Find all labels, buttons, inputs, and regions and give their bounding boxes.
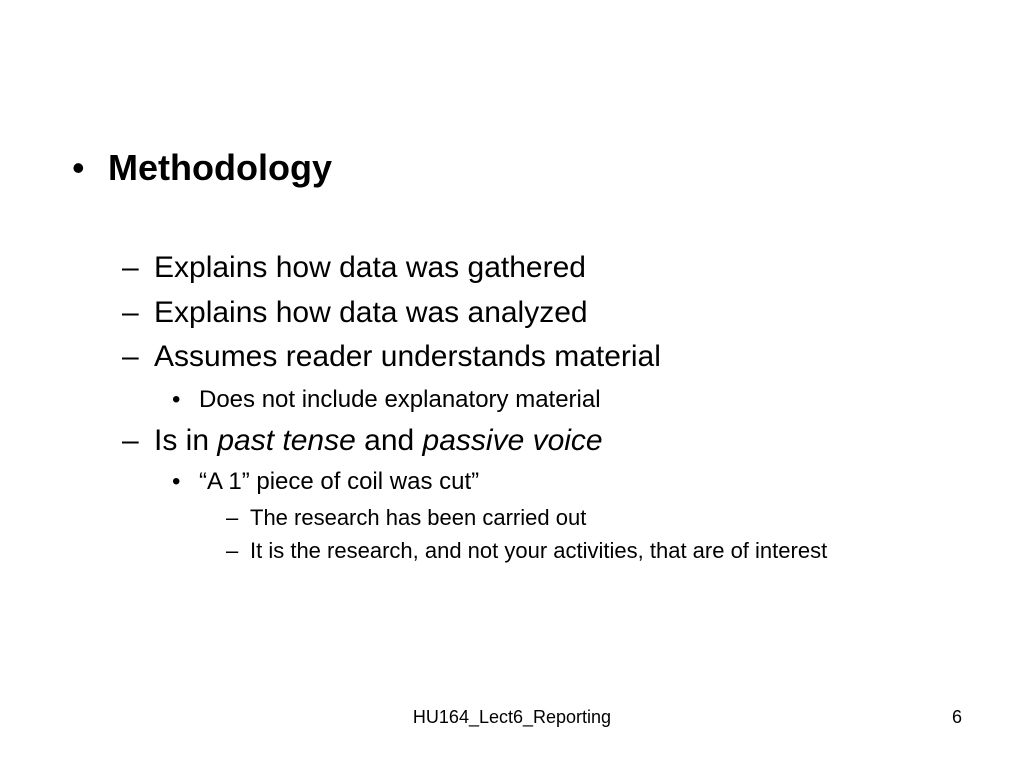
- item-text: Assumes reader understands material: [154, 340, 661, 373]
- item-middle: and: [355, 424, 423, 457]
- dash-marker: –: [122, 424, 139, 457]
- page-number: 6: [952, 707, 963, 727]
- dash-marker: –: [122, 340, 139, 373]
- italic-phrase-passive-voice: passive voice: [422, 424, 603, 457]
- dash-marker: –: [122, 251, 139, 284]
- dash-marker: –: [122, 296, 139, 329]
- dash-marker: –: [226, 505, 239, 530]
- dash-marker: –: [226, 538, 239, 563]
- italic-phrase-past-tense: past tense: [217, 424, 356, 457]
- item-text: Does not include explanatory material: [199, 386, 601, 413]
- item-text: Explains how data was analyzed: [154, 296, 588, 329]
- item-text: It is the research, and not your activities, that are of interest: [250, 538, 828, 563]
- item-text: Explains how data was gathered: [154, 251, 586, 284]
- item-text: The research has been carried out: [250, 505, 587, 530]
- slide-heading: Methodology: [108, 147, 332, 188]
- bullet-marker: •: [172, 468, 181, 495]
- footer-title: HU164_Lect6_Reporting: [412, 707, 612, 727]
- item-text: “A 1” piece of coil was cut”: [199, 468, 480, 495]
- bullet-marker: •: [172, 386, 181, 413]
- item-text: [154, 426, 603, 456]
- item-prefix: Is in: [154, 424, 218, 457]
- heading-bullet: •: [72, 147, 85, 188]
